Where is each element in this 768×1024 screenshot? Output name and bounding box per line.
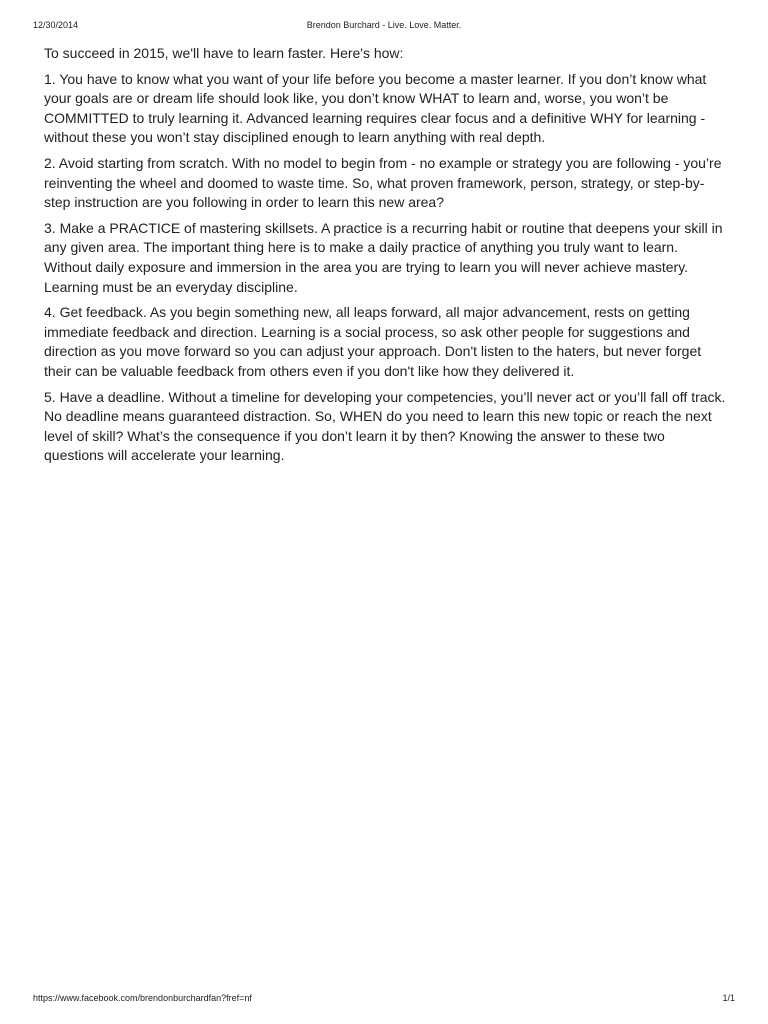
intro-paragraph: To succeed in 2015, we'll have to learn faster. Here's how: — [44, 45, 404, 61]
source-url: https://www.facebook.com/brendonburchardfan?fref=nf — [33, 993, 252, 1003]
point-1-paragraph: 1. You have to know what you want of your life before you become a master learner. If you don’t know what your goals are or dream life should look like, you don’t know WHAT to learn and, worse, you won’t be COMMITTED to truly learning it. Advanced learning requires clear focus and a definitive WHY for learning - without these you won’t stay disciplined enough to learn anything with real depth. — [44, 70, 707, 146]
point-4-paragraph: 4. Get feedback. As you begin something new, all leaps forward, all major advancement, rests on getting immediate feedback and direction. Learning is a social process, so ask other people for suggestions and direction as you move forward so you can adjust your approach. Don't listen to the haters, but never forget their can be valuable feedback from others even if you don't like how they delivered it. — [44, 304, 702, 379]
post-content — [44, 44, 728, 472]
print-date: 12/30/2014 — [33, 20, 79, 30]
page-title: Brendon Burchard - Live. Love. Matter. — [306, 20, 462, 30]
page-number: 1/1 — [722, 993, 735, 1003]
point-5-paragraph: 5. Have a deadline. Without a timeline for developing your competencies, you’ll never act or you’ll fall off track. No deadline means guaranteed distraction. So, WHEN do you need to learn this new topic or reach the next level of skill? What’s the consequence if you don’t learn it by then? Knowing the answer to these two questions will accelerate your learning. — [44, 388, 726, 464]
point-3-paragraph: 3. Make a PRACTICE of mastering skillsets. A practice is a recurring habit or routine that deepens your skill in any given area. The important thing here is to make a daily practice of anything you truly want to learn. Without daily exposure and immersion in the area you are trying to learn you will never achieve mastery. Learning must be an everyday discipline. — [44, 219, 723, 295]
point-2-paragraph: 2. Avoid starting from scratch. With no model to begin from - no example or strategy you are following - you’re reinventing the wheel and doomed to waste time. So, what proven framework, person, strategy, or step-by-step instruction are you following in order to learn this new area? — [44, 154, 722, 211]
